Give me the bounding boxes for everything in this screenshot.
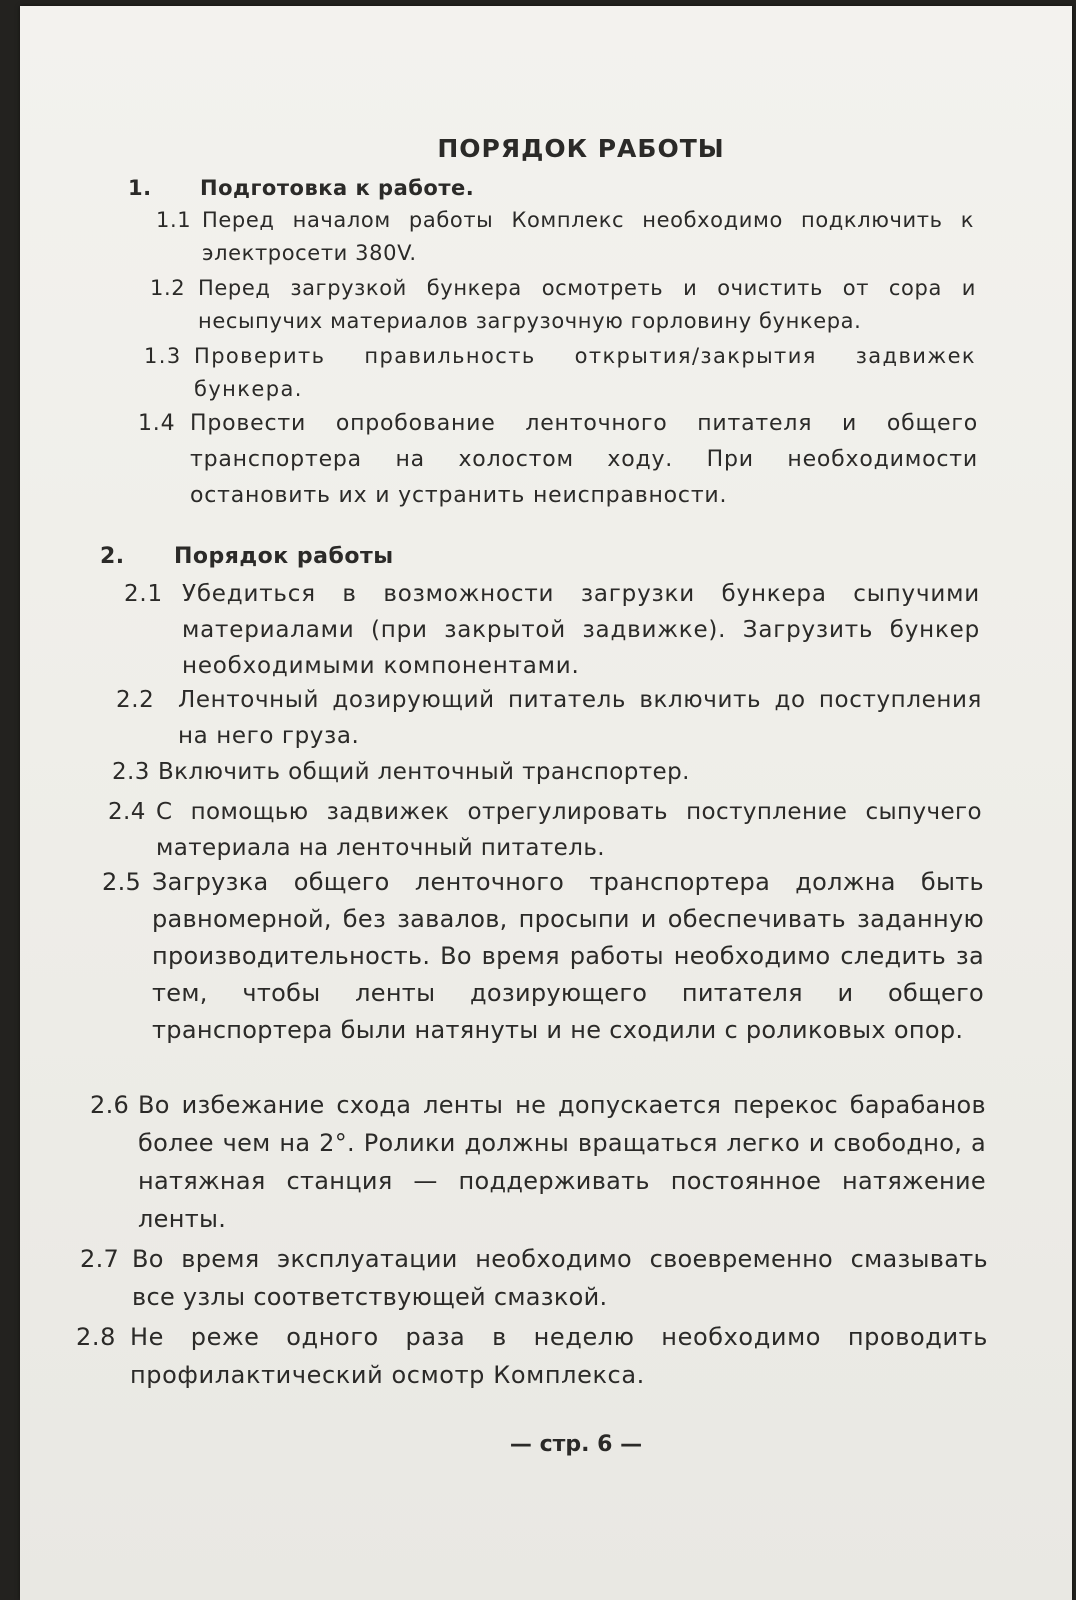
list-item-2-5 (102, 864, 984, 1049)
section-2-heading (100, 544, 394, 569)
item-number: 2.2 (116, 687, 155, 713)
list-item-2-4 (108, 794, 982, 866)
item-text: Не реже одного раза в неделю необходимо проводить профилактический осмотр Комплекса. (130, 1323, 988, 1389)
item-number: 1.2 (150, 276, 186, 300)
list-item-1-3 (144, 340, 976, 406)
item-text: Проверить правильность открытия/закрытия задвижек бункера. (194, 344, 976, 401)
item-text: Включить общий ленточный транспортер. (158, 759, 690, 785)
item-number: 1.3 (144, 344, 182, 368)
item-text: Во избежание схода ленты не допускается перекос барабанов более чем на 2°. Ролики должны вращаться легко и свободно, а натяжная станция — поддерживать постоянное натяжение ленты. (138, 1091, 986, 1233)
list-item-2-2 (116, 682, 982, 754)
item-text: Провести опробование ленточного питателя и общего транспортера на холостом ходу. При необходимости остановить их и устранить неисправности. (190, 411, 978, 508)
document-page (20, 6, 1072, 1600)
page-title: ПОРЯДОК РАБОТЫ (437, 134, 725, 163)
item-number: 1.4 (138, 411, 176, 436)
item-text: Перед началом работы Комплекс необходимо подключить к электросети 380V. (202, 208, 974, 265)
item-text: Во время эксплуатации необходимо своевременно смазывать все узлы соответствующей смазкой. (132, 1245, 988, 1311)
item-text: Убедиться в возможности загрузки бункера сыпучими материалами (при закрытой задвижке). Загрузить бункер необходимыми компонентами. (182, 581, 980, 679)
list-item-1-4 (138, 406, 978, 514)
list-item-2-6 (90, 1086, 986, 1238)
section-1-heading (128, 176, 474, 200)
item-text: Ленточный дозирующий питатель включить до поступления на него груза. (178, 687, 982, 749)
list-item-1-1 (156, 204, 974, 270)
list-item-1-2 (150, 272, 976, 338)
item-number: 2.7 (80, 1245, 120, 1273)
section-1-title: Подготовка к работе. (200, 176, 475, 200)
list-item-2-7 (80, 1240, 988, 1316)
section-2-number: 2. (100, 544, 125, 569)
section-1-number: 1. (128, 176, 152, 200)
item-text: Загрузка общего ленточного транспортера должна быть равномерной, без завалов, просыпи и обеспечивать заданную производительность. Во время работы необходимо следить за тем, чтобы ленты дозирующего питателя и общего транспортера были натянуты и не сходили с роликовых опор. (152, 868, 984, 1044)
item-number: 2.6 (90, 1091, 130, 1119)
section-2-title: Порядок работы (174, 544, 394, 569)
list-item-2-3 (112, 754, 982, 790)
item-text: Перед загрузкой бункера осмотреть и очистить от сора и несыпучих материалов загрузочную горловину бункера. (198, 276, 976, 333)
item-number: 2.5 (102, 868, 142, 896)
item-text: С помощью задвижек отрегулировать поступление сыпучего материала на ленточный питатель. (156, 799, 982, 861)
item-number: 2.1 (124, 581, 163, 607)
list-item-2-8 (76, 1318, 988, 1394)
list-item-2-1 (124, 576, 980, 684)
item-number: 1.1 (156, 208, 192, 232)
item-number: 2.4 (108, 799, 146, 825)
page-number: — стр. 6 — (509, 1432, 643, 1457)
item-number: 2.3 (112, 759, 150, 785)
item-number: 2.8 (76, 1323, 116, 1351)
